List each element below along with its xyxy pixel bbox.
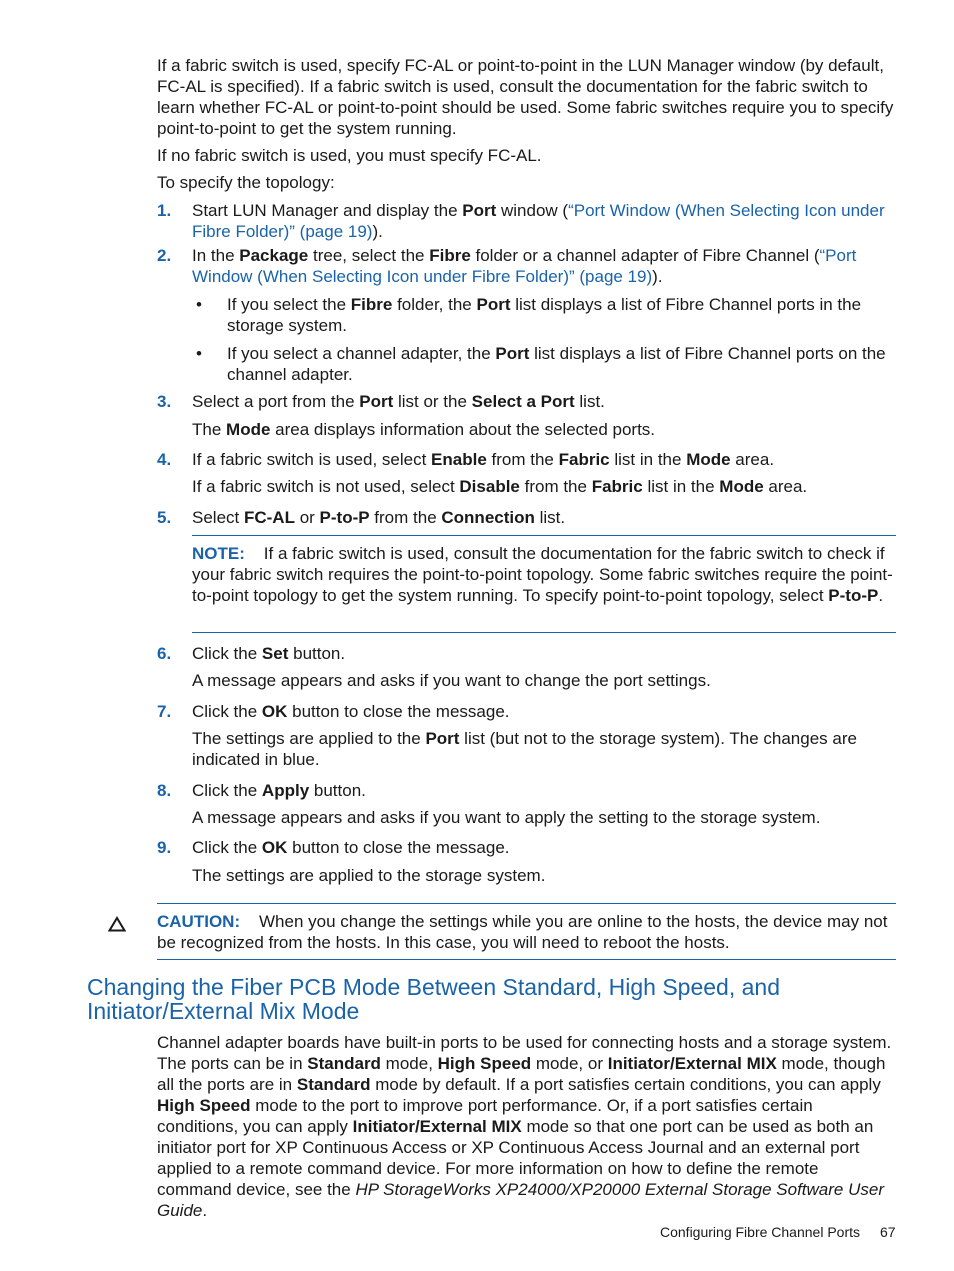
step-number: 2. xyxy=(157,246,172,265)
step-8-text: Click the Apply button. xyxy=(192,781,366,800)
step-number: 5. xyxy=(157,508,172,527)
intro-paragraph-2: If no fabric switch is used, you must specify FC-AL. xyxy=(157,146,542,165)
caution-block: CAUTION: When you change the settings while you are online to the hosts, the device may not be recognized from the hosts. In this case, you will need to reboot the hosts. xyxy=(157,912,888,952)
intro-paragraph-1: If a fabric switch is used, specify FC-AL or point-to-point in the LUN Manager window (by default, FC-AL is specified). If a fabric switch is used, consult the documentation for the fabric switch to learn whether FC-AL or point-to-point should be used. Some fabric switches require you to specify point-to-point to get the system running. xyxy=(157,56,894,138)
step-6-text: Click the Set button. xyxy=(192,644,346,663)
step-8-result: A message appears and asks if you want to apply the setting to the storage system. xyxy=(192,808,821,827)
footer-title: Configuring Fibre Channel Ports xyxy=(660,1224,860,1240)
step-7-text: Click the OK button to close the message. xyxy=(192,702,510,721)
step-9-result: The settings are applied to the storage system. xyxy=(192,866,546,885)
warning-triangle-icon xyxy=(108,916,126,932)
step-number: 3. xyxy=(157,392,172,411)
step-3-text: Select a port from the Port list or the Select a Port list. xyxy=(192,392,605,411)
note-label: NOTE: xyxy=(192,544,245,563)
bullet-icon: • xyxy=(196,344,202,363)
step-3-result: The Mode area displays information about the selected ports. xyxy=(192,420,656,439)
caution-top-rule xyxy=(157,903,896,904)
guide-title: HP StorageWorks XP24000/XP20000 External Storage Software User Guide xyxy=(157,1180,884,1220)
step-9-text: Click the OK button to close the message. xyxy=(192,838,510,857)
step-6-result: A message appears and asks if you want to change the port settings. xyxy=(192,671,711,690)
bullet-icon: • xyxy=(196,295,202,314)
port-window-link[interactable]: “Port Window (When Selecting Icon under Fibre Folder)” (page 19) xyxy=(192,201,885,241)
list-item: If you select a channel adapter, the Port list displays a list of Fibre Channel ports on the channel adapter. xyxy=(227,344,886,384)
list-item: If you select the Fibre folder, the Port list displays a list of Fibre Channel ports in the storage system. xyxy=(227,295,862,335)
intro-paragraph-3: To specify the topology: xyxy=(157,173,335,192)
caution-bottom-rule xyxy=(157,959,896,960)
caution-label: CAUTION: xyxy=(157,912,241,931)
step-7-result: The settings are applied to the Port list (but not to the storage system). The changes are indicated in blue. xyxy=(192,729,857,769)
note-bottom-rule xyxy=(192,632,896,633)
step-number: 7. xyxy=(157,702,172,721)
step-2-text: In the Package tree, select the Fibre folder or a channel adapter of Fibre Channel (“Port Window (When Selecting Icon under Fibre Folder)” (page 19)). xyxy=(192,246,857,286)
step-4-text: If a fabric switch is used, select Enable from the Fabric list in the Mode area. xyxy=(192,450,775,469)
step-number: 6. xyxy=(157,644,172,663)
note-top-rule xyxy=(192,535,896,536)
section-heading: Changing the Fiber PCB Mode Between Standard, High Speed, and Initiator/External Mix Mode xyxy=(87,974,780,1024)
step-number: 1. xyxy=(157,201,172,220)
step-5-text: Select FC-AL or P-to-P from the Connection list. xyxy=(192,508,566,527)
note-block: NOTE: If a fabric switch is used, consult the documentation for the fabric switch to check if your fabric switch requires the point-to-point topology. Some fabric switches require the point-to-point topology to get the system running. To specify point-to-point topology, select P-to-P. xyxy=(192,544,893,605)
step-4-alt: If a fabric switch is not used, select Disable from the Fabric list in the Mode area. xyxy=(192,477,808,496)
step-number: 8. xyxy=(157,781,172,800)
step-number: 9. xyxy=(157,838,172,857)
step-1-text: Start LUN Manager and display the Port window (“Port Window (When Selecting Icon under Fibre Folder)” (page 19)). xyxy=(192,201,885,241)
page-number: 67 xyxy=(880,1224,896,1240)
port-window-link[interactable]: “Port Window (When Selecting Icon under Fibre Folder)” (page 19) xyxy=(192,246,857,286)
step-number: 4. xyxy=(157,450,172,469)
section-paragraph: Channel adapter boards have built-in ports to be used for connecting hosts and a storage system. The ports can be in Standard mode, High Speed mode, or Initiator/External MIX mode, though all the ports are in Standard mode by default. If a port satisfies certain conditions, you can apply High Speed mode to the port to improve port performance. Or, if a port satisfies certain conditions, you can apply Initiator/External MIX mode so that one port can be used as both an initiator port for XP Continuous Access or XP Continuous Access Journal and an external port applied to a remote command device. For more information on how to define the remote command device, see the HP StorageWorks XP24000/XP20000 External Storage Software User Guide. xyxy=(157,1033,892,1220)
